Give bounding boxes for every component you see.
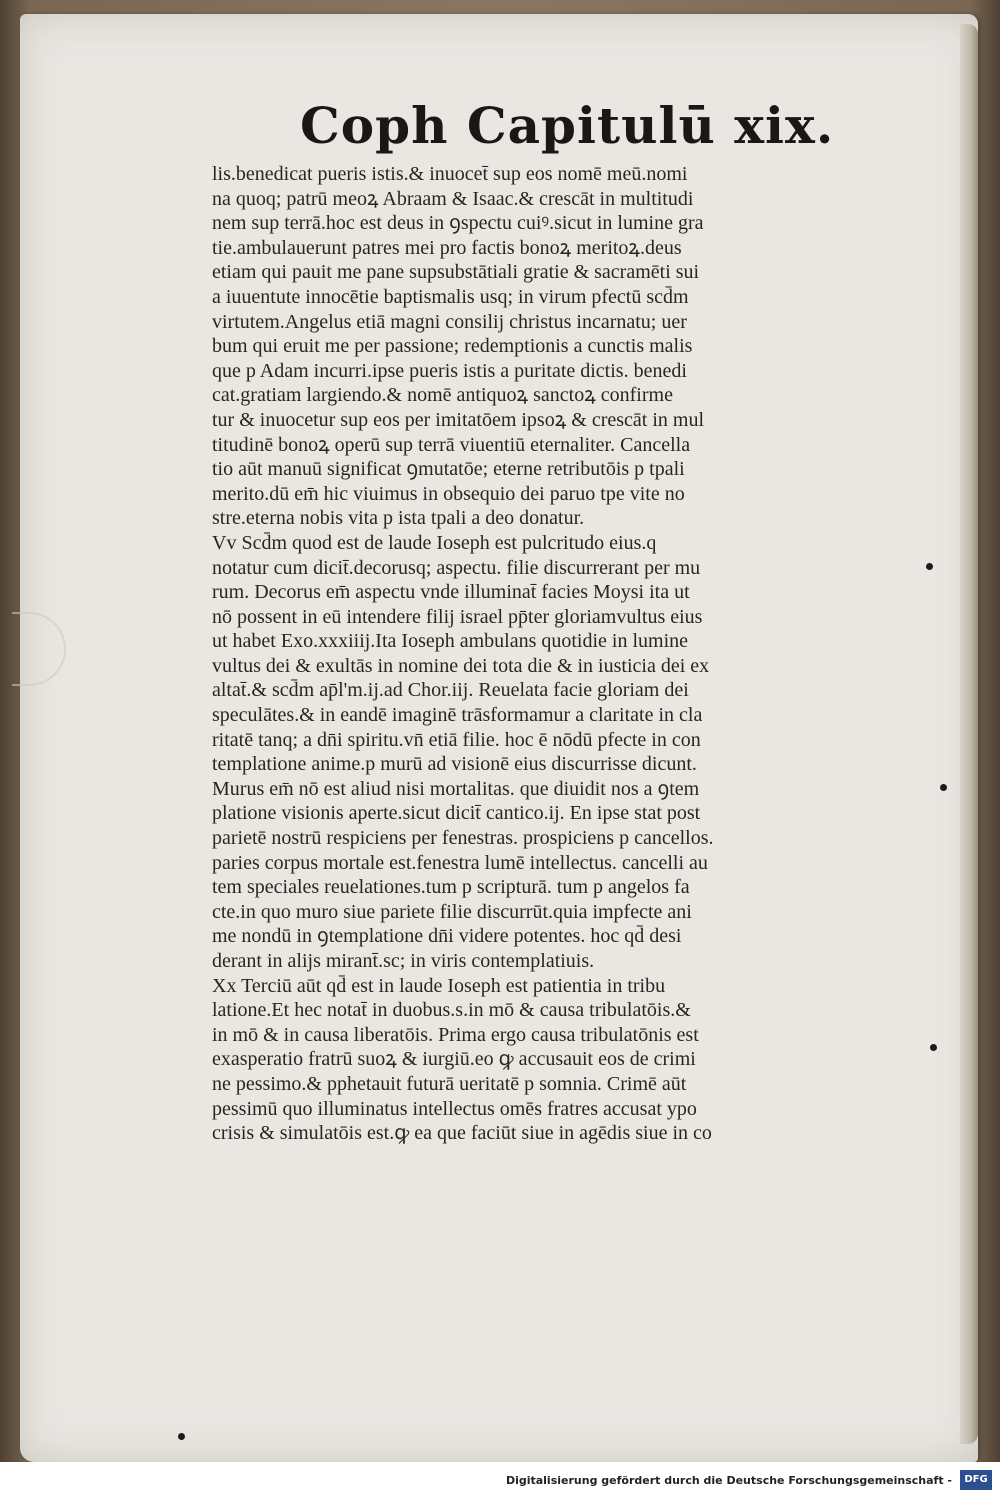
text-line: platione visionis aperte.sicut dicit̄ cantico.ij. En ipse stat post — [212, 802, 701, 825]
chapter-heading: Coph Capitulū xix. — [300, 96, 835, 155]
text-line: titudinē bonoꝝ operū sup terrā viuentiū eternaliter. Cancella — [212, 433, 691, 456]
text-line: nō possent in eū intendere filij israel pp̄ter gloriamvultus eius — [212, 605, 703, 628]
page-edge — [960, 24, 978, 1444]
footer-bar — [0, 1462, 1000, 1498]
binding-hole — [940, 784, 947, 791]
text-line: virtutem.Angelus etiā magni consilij christus incarnatu; uer — [212, 310, 687, 333]
text-line: que p Adam incurri.ipse pueris istis a puritate dictis. benedi — [212, 359, 687, 382]
text-line: lis.benedicat pueris istis.& inuocet̄ sup eos nomē meū.nomi — [212, 163, 688, 185]
text-line: vultus dei & exultās in nomine dei tota die & in iusticia dei ex — [212, 654, 710, 677]
binding-hole — [930, 1044, 937, 1051]
text-line: ut habet Exo.xxxiiij.Ita Ioseph ambulans quotidie in lumine — [212, 630, 689, 653]
text-line: etiam qui pauit me pane supsubstātiali gratie & sacramēti sui — [212, 261, 700, 284]
text-line: templatione anime.p murū ad visionē eius discurrisse dicunt. — [212, 753, 697, 776]
fold-mark — [12, 612, 66, 686]
text-line: stre.eterna nobis vita p ista tpali a deo donatur. — [212, 507, 585, 530]
text-line: tem speciales reuelationes.tum p scripturā. tum p angelos fa — [212, 876, 690, 899]
dfg-logo: DFG — [960, 1470, 992, 1490]
text-line: merito.dū em̄ hic viuimus in obsequio dei paruo tpe vite no — [212, 482, 685, 505]
text-line: tie.ambulauerunt patres mei pro factis bonoꝝ meritoꝝ.deus — [212, 236, 682, 259]
text-line: na quoq; patrū meoꝝ Abraam & Isaac.& crescāt in multitudi — [212, 187, 694, 210]
footer-credit: Digitalisierung gefördert durch die Deutsche Forschungsgemeinschaft - — [505, 1474, 952, 1487]
binding-hole — [178, 1433, 185, 1440]
text-line: altat̄.& scd̄m ap̄l'm.ij.ad Chor.iij. Reuelata facie gloriam dei — [212, 679, 689, 702]
text-line: speculātes.& in eandē imaginē trāsformamur a claritate in cla — [212, 704, 703, 727]
text-line: tur & inuocetur sup eos per imitatōem ipsoꝝ & crescāt in mul — [212, 408, 705, 431]
text-line: Xx Terciū aūt qd̄ est in laude Ioseph est patientia in tribu — [212, 974, 666, 997]
text-block — [212, 162, 852, 1146]
text-line: cte.in quo muro siue pariete filie discurrūt.quia impfecte ani — [212, 900, 692, 923]
text-line: notatur cum dicit̄.decorusq; aspectu. filie discurrerant per mu — [212, 556, 701, 579]
text-line: Murus em̄ nō est aliud nisi mortalitas. que diuidit nos a ꝯtem — [212, 777, 700, 800]
text-line: crisis & simulatōis est.ꝙ ea que faciūt siue in agēdis siue in co — [212, 1122, 712, 1145]
text-line: nem sup terrā.hoc est deus in ꝯspectu cuiꝰ.sicut in lumine gra — [212, 212, 704, 235]
text-line: in mō & in causa liberatōis. Prima ergo causa tribulatōnis est — [212, 1023, 699, 1046]
binding-hole — [926, 563, 933, 570]
text-line: ritatē tanq; a dn̄i spiritu.vn̄ etiā filie. hoc ē nōdū pfecte in con — [212, 728, 701, 751]
text-line: paries corpus mortale est.fenestra lumē intellectus. cancelli au — [212, 851, 708, 874]
text-line: Vv Scd̄m quod est de laude Ioseph est pulcritudo eius.q — [212, 531, 657, 554]
text-line: me nondū in ꝯtemplatione dn̄i videre potentes. hoc qd̄ desi — [212, 925, 682, 948]
text-line: bum qui eruit me per passione; redemptionis a cunctis malis — [212, 335, 693, 358]
text-line: tio aūt manuū significat ꝯmutatōe; eterne retributōis p tpali — [212, 458, 685, 481]
text-line: a iuuentute innocētie baptismalis usq; in virum pfectū scd̄m — [212, 285, 689, 308]
text-line: derant in alijs mirant̄.sc; in viris contemplatiuis. — [212, 950, 595, 972]
text-line: ne pessimo.& pphetauit futurā ueritatē p somnia. Crimē aūt — [212, 1072, 687, 1095]
text-line: pessimū quo illuminatus intellectus omēs fratres accusat ypo — [212, 1097, 697, 1120]
text-line: exasperatio fratrū suoꝝ & iurgiū.eo ꝙ accusauit eos de crimi — [212, 1048, 696, 1071]
text-line: parietē nostrū respiciens per fenestras. prospiciens p cancellos. — [212, 827, 714, 850]
text-line: latione.Et hec notat̄ in duobus.s.in mō & causa tribulatōis.& — [212, 999, 691, 1022]
text-line: rum. Decorus em̄ aspectu vnde illuminat̄ facies Moysi ita ut — [212, 581, 690, 604]
text-line: cat.gratiam largiendo.& nomē antiquoꝝ sanctoꝝ confirme — [212, 384, 673, 407]
